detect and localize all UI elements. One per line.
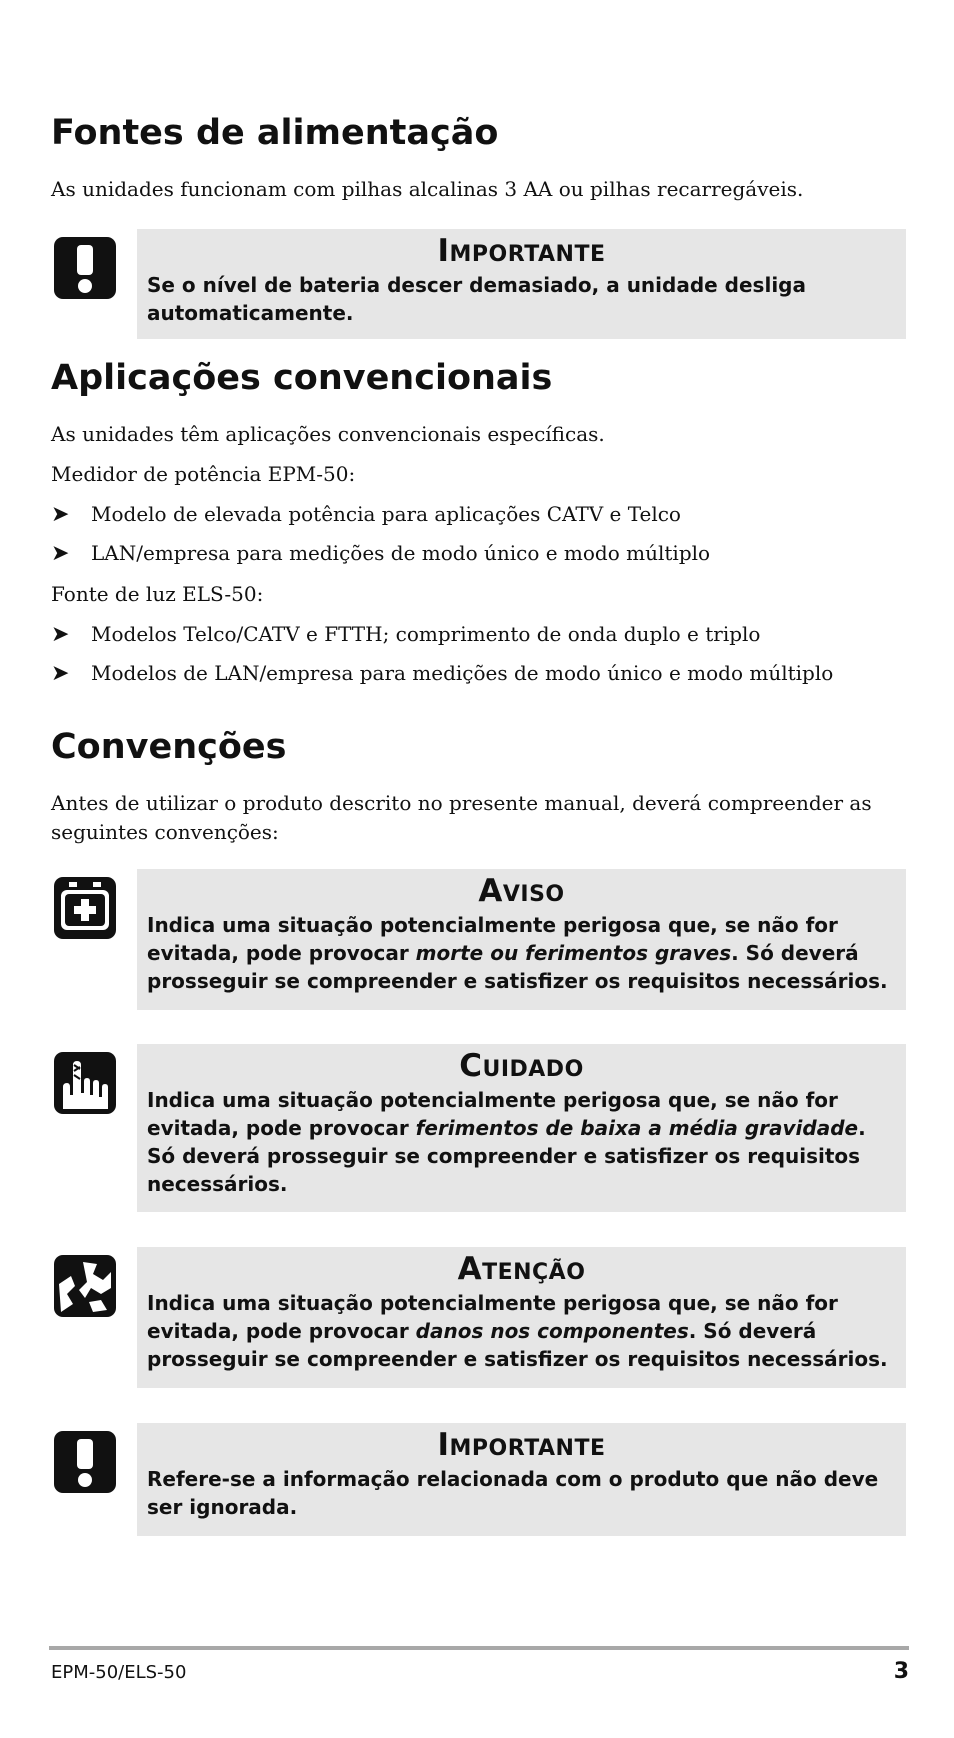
- notice-body: Indica uma situação potencialmente perigosa que, se não for evitada, pode provocar morte ou ferimentos graves. Só deverá prosseguir se compreender e satisfizer os requisitos necessários.: [147, 913, 888, 993]
- notice-body: Se o nível de bateria descer demasiado, a unidade desliga automaticamente.: [147, 273, 806, 325]
- list-item: ➤ Modelos Telco/CATV e FTTH; comprimento de onda duplo e triplo: [51, 622, 761, 647]
- conventions-intro: Antes de utilizar o produto descrito no presente manual, deverá compreender as seguintes convenções:: [51, 791, 872, 844]
- broken-component-icon: [53, 1254, 117, 1318]
- els-label: Fonte de luz ELS-50:: [51, 582, 264, 606]
- notice-important: [137, 1423, 906, 1536]
- notice-title: Cuidado: [459, 1048, 584, 1084]
- list-item: ➤ LAN/empresa para medições de modo único e modo múltiplo: [51, 541, 711, 566]
- epm-label: Medidor de potência EPM-50:: [51, 462, 356, 486]
- notice-title: Aviso: [478, 873, 565, 909]
- heading-applications: Aplicações convencionais: [51, 358, 553, 398]
- notice-warning: [137, 869, 906, 1010]
- arrowhead-bullet-icon: ➤: [51, 502, 70, 527]
- notice-title: Atenção: [457, 1251, 586, 1287]
- arrowhead-bullet-icon: ➤: [51, 622, 70, 647]
- footer-rule: [49, 1646, 909, 1650]
- power-sources-text: As unidades funcionam com pilhas alcalinas 3 AA ou pilhas recarregáveis.: [51, 177, 804, 201]
- list-item: ➤ Modelo de elevada potência para aplicações CATV e Telco: [51, 502, 681, 527]
- notice-important-battery: [137, 229, 906, 339]
- notice-title: Importante: [437, 1427, 606, 1463]
- injured-hand-icon: [53, 1051, 117, 1115]
- notice-body: Indica uma situação potencialmente perigosa que, se não for evitada, pode provocar danos nos componentes. Só deverá prosseguir se compreender e satisfizer os requisitos necessários.: [147, 1291, 888, 1371]
- ambulance-icon: [53, 876, 117, 940]
- heading-power-sources: Fontes de alimentação: [51, 113, 499, 153]
- notice-caution: [137, 1044, 906, 1212]
- exclamation-icon: [53, 236, 117, 300]
- heading-conventions: Convenções: [51, 727, 287, 767]
- page-number: 3: [893, 1659, 909, 1684]
- arrowhead-bullet-icon: ➤: [51, 541, 70, 566]
- exclamation-icon: [53, 1430, 117, 1494]
- notice-body: Refere-se a informação relacionada com o produto que não deve ser ignorada.: [147, 1467, 879, 1519]
- applications-intro: As unidades têm aplicações convencionais específicas.: [51, 422, 605, 446]
- notice-body: Indica uma situação potencialmente perigosa que, se não for evitada, pode provocar ferimentos de baixa a média gravidade. Só deverá prosseguir se compreender e satisfizer os requisitos necessários.: [147, 1088, 866, 1196]
- footer-model: EPM-50/ELS-50: [51, 1662, 187, 1683]
- arrowhead-bullet-icon: ➤: [51, 661, 70, 686]
- list-item: ➤ Modelos de LAN/empresa para medições de modo único e modo múltiplo: [51, 661, 834, 686]
- notice-attention: [137, 1247, 906, 1388]
- notice-title: Importante: [437, 233, 606, 269]
